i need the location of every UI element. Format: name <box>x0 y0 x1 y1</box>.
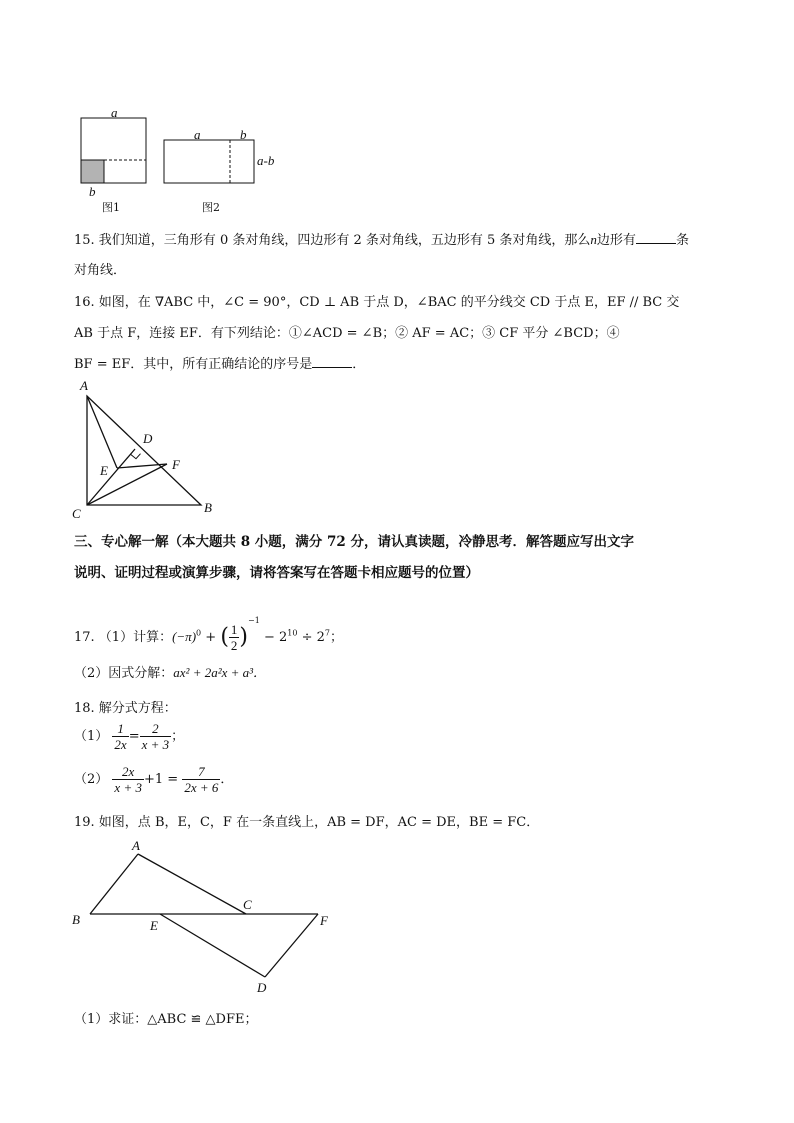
q17-div-2: ÷ 2 <box>301 630 325 645</box>
q18-p1-left-fraction: $\frac{1}{2x}$ <box>114 721 127 752</box>
segment-de <box>160 914 265 977</box>
q17-part-1: 17. （1）计算：$(-\pi)^0$ + ( $\frac{1}{2}$ )$^{-1} - 2^{10} \div 2^7$； <box>74 616 343 653</box>
segment-cf <box>87 464 167 505</box>
q15-line-1 <box>74 229 689 248</box>
q16-label-D: D <box>143 431 153 446</box>
q16-line-2: AB 于点 F，连接 EF．有下列结论：①∠ACD = ∠B；② AF = AC；③ CF 平分 ∠BCD；④ <box>74 326 620 341</box>
q16-label-C: C <box>72 506 81 521</box>
q18-p1-end: ； <box>171 729 185 744</box>
q15-text-1: 15. 我们知道，三角形有 0 条对角线，四边形有 2 条对角线，五边形有 5 条对角线，那么 <box>74 233 591 248</box>
fig2-rectangle <box>164 140 254 183</box>
section-3-heading-line-2: 说明、证明过程或演算步骤，请将答案写在答题卡相应题号的位置） <box>74 565 479 581</box>
q19-part-1: （1）求证：△ABC ≌ △DFE； <box>74 1012 258 1027</box>
q16-line-3 <box>74 353 365 372</box>
q17-part-2-label: （2）因式分解： <box>74 666 174 681</box>
q18-p1-equals: = <box>128 729 140 744</box>
q15-var-n: n <box>590 232 597 247</box>
q16-line-3-text: BF = EF．其中，所有正确结论的序号是 <box>74 357 313 372</box>
q18-p2-label: （2） <box>74 772 109 787</box>
q17-semicolon: ； <box>329 630 343 645</box>
q16-line-1: 16. 如图，在 ∇ABC 中，∠C = 90°，CD ⊥ AB 于点 D，∠BAC 的平分线交 CD 于点 E，EF // BC 交 <box>74 295 680 310</box>
q18-p2-plus-one: +1 = <box>143 772 179 787</box>
q19-label-D: D <box>257 980 267 995</box>
q18-p2-left-fraction: $\frac{2x}{x + 3}$ <box>114 764 142 795</box>
q18-p2-right-fraction: $\frac{7}{2x + 6}$ <box>184 764 219 795</box>
q19-line-1: 19. 如图，点 B，E，C，F 在一条直线上，AB = DF，AC = DE，BE = FC． <box>74 815 540 830</box>
q18-part-2 <box>74 764 233 795</box>
q17-neg-pi: (−π) <box>172 629 197 644</box>
q17-fraction: $\frac{1}{2}$ <box>230 622 238 653</box>
q17-exp-7: 7 <box>324 628 330 638</box>
q16-line-3-end: ． <box>352 357 366 372</box>
fig1-shaded-square <box>81 160 104 183</box>
q17-part-2 <box>74 662 266 681</box>
q17-exp-10: 10 <box>287 628 298 638</box>
q17-plus: + <box>205 630 217 645</box>
q19-figure <box>80 840 330 990</box>
fig2-label-a-minus-b: a-b <box>257 153 275 168</box>
segment-ae <box>87 396 117 468</box>
q17-minus-2: − 2 <box>263 630 288 645</box>
q16-label-E: E <box>100 463 108 478</box>
q15-text-2: 边形有 <box>596 233 636 248</box>
fig1-caption: 图1 <box>102 201 120 214</box>
q16-label-A: A <box>80 378 88 393</box>
q15-text-4: 对角线． <box>74 263 127 278</box>
q17-part-1-label: 17. （1）计算： <box>74 630 173 645</box>
q16-label-B: B <box>204 500 212 515</box>
q18-p1-right-fraction: $\frac{2}{x + 3}$ <box>141 721 170 752</box>
fig1-label-a: a <box>111 105 118 120</box>
section-3-heading-line-1: 三、专心解一解（本大题共 8 小题，满分 72 分，请认真读题，冷静思考．解答题应写出文字 <box>74 534 634 550</box>
fig2-caption: 图2 <box>202 201 220 214</box>
q18-p1-label: （1） <box>74 729 109 744</box>
q16-label-F: F <box>172 457 180 472</box>
q19-label-B: B <box>72 912 80 927</box>
q15-text-3: 条 <box>675 233 689 248</box>
segment-df <box>265 914 318 977</box>
segment-ac <box>138 854 246 914</box>
fig2-label-a: a <box>194 127 201 142</box>
fig2-label-b: b <box>240 127 247 142</box>
q18-p2-end: ． <box>220 772 234 787</box>
q19-label-F: F <box>320 913 328 928</box>
q17-exp-neg1: −1 <box>248 616 260 625</box>
q17-exp-0: 0 <box>196 628 202 638</box>
q18-part-1 <box>74 721 184 752</box>
q15-answer-blank <box>636 231 676 244</box>
segment-ab <box>90 854 138 914</box>
q15-line-2 <box>74 259 126 278</box>
q19-label-A: A <box>132 838 140 853</box>
q18-title: 18. 解分式方程： <box>74 701 177 716</box>
q19-label-C: C <box>243 897 252 912</box>
q16-triangle-figure <box>70 380 230 520</box>
q19-label-E: E <box>150 918 158 933</box>
q16-answer-blank <box>312 355 352 368</box>
q17-part-2-expr: ax² + 2a²x + a³． <box>173 665 267 680</box>
fig1-label-b: b <box>89 184 96 199</box>
right-angle-mark <box>131 454 141 459</box>
triangle-abc <box>87 396 201 505</box>
segment-cd <box>87 449 135 505</box>
